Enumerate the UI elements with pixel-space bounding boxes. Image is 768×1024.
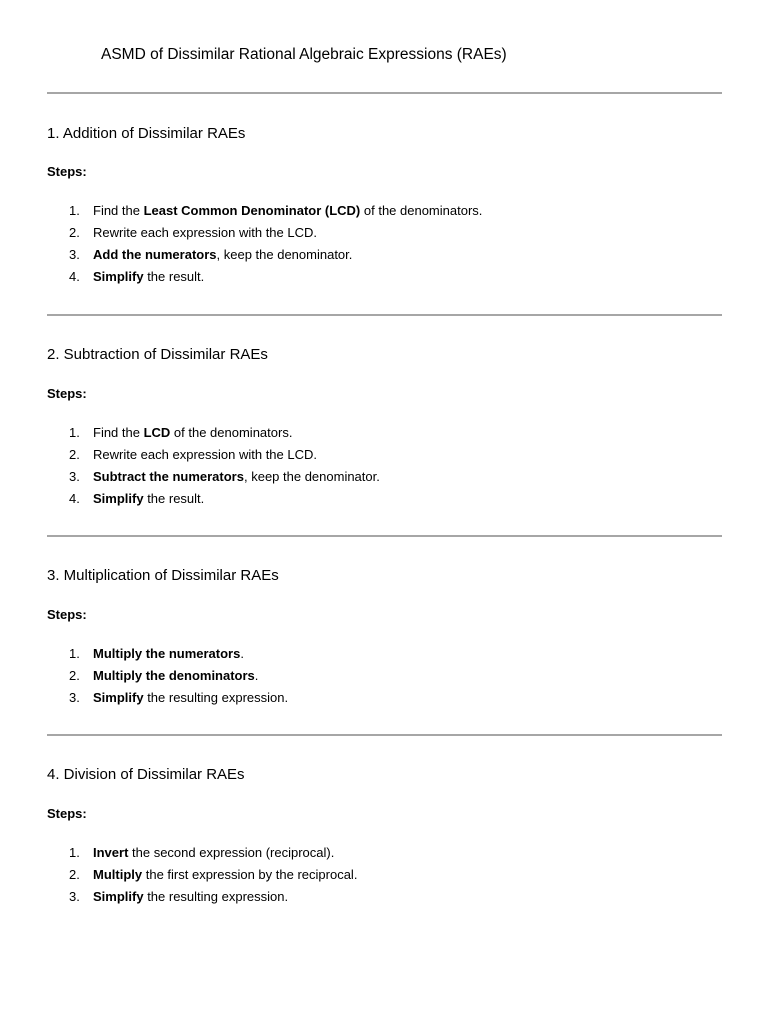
steps-label: Steps: bbox=[47, 386, 87, 401]
section-divider bbox=[47, 92, 722, 94]
step-number: 3. bbox=[69, 247, 80, 262]
step-number: 1. bbox=[69, 845, 80, 860]
step-text: Add the numerators, keep the denominator. bbox=[93, 247, 353, 262]
steps-label: Steps: bbox=[47, 806, 87, 821]
step-text: Simplify the resulting expression. bbox=[93, 690, 289, 705]
step-number: 2. bbox=[69, 447, 80, 462]
step-number: 4. bbox=[69, 491, 80, 506]
step-number: 1. bbox=[69, 646, 80, 661]
section-heading-multiplication: 3. Multiplication of Dissimilar RAEs bbox=[47, 567, 279, 584]
step-text: Simplify the result. bbox=[93, 491, 205, 506]
step-number: 1. bbox=[69, 425, 80, 440]
step-text: Multiply the numerators. bbox=[93, 646, 244, 661]
section-heading-addition: 1. Addition of Dissimilar RAEs bbox=[47, 125, 246, 142]
step-text: Subtract the numerators, keep the denominator. bbox=[93, 469, 380, 484]
steps-label: Steps: bbox=[47, 607, 87, 622]
steps-label: Steps: bbox=[47, 164, 87, 179]
step-number: 3. bbox=[69, 690, 80, 705]
step-text: Simplify the resulting expression. bbox=[93, 889, 289, 904]
step-text: Simplify the result. bbox=[93, 269, 205, 284]
section-divider bbox=[47, 314, 722, 316]
section-heading-subtraction: 2. Subtraction of Dissimilar RAEs bbox=[47, 346, 268, 363]
step-number: 3. bbox=[69, 469, 80, 484]
step-number: 1. bbox=[69, 203, 80, 218]
document-title: ASMD of Dissimilar Rational Algebraic Expressions (RAEs) bbox=[101, 46, 507, 63]
section-divider bbox=[47, 734, 722, 736]
section-heading-division: 4. Division of Dissimilar RAEs bbox=[47, 766, 245, 783]
step-text: Invert the second expression (reciprocal). bbox=[93, 845, 335, 860]
step-number: 3. bbox=[69, 889, 80, 904]
step-text: Multiply the first expression by the reciprocal. bbox=[93, 867, 358, 882]
step-text: Rewrite each expression with the LCD. bbox=[93, 225, 317, 240]
step-text: Multiply the denominators. bbox=[93, 668, 259, 683]
section-divider bbox=[47, 535, 722, 537]
step-number: 2. bbox=[69, 668, 80, 683]
step-text: Rewrite each expression with the LCD. bbox=[93, 447, 317, 462]
step-number: 2. bbox=[69, 867, 80, 882]
step-text: Find the LCD of the denominators. bbox=[93, 425, 293, 440]
step-number: 2. bbox=[69, 225, 80, 240]
step-text: Find the Least Common Denominator (LCD) of the denominators. bbox=[93, 203, 483, 218]
step-number: 4. bbox=[69, 269, 80, 284]
